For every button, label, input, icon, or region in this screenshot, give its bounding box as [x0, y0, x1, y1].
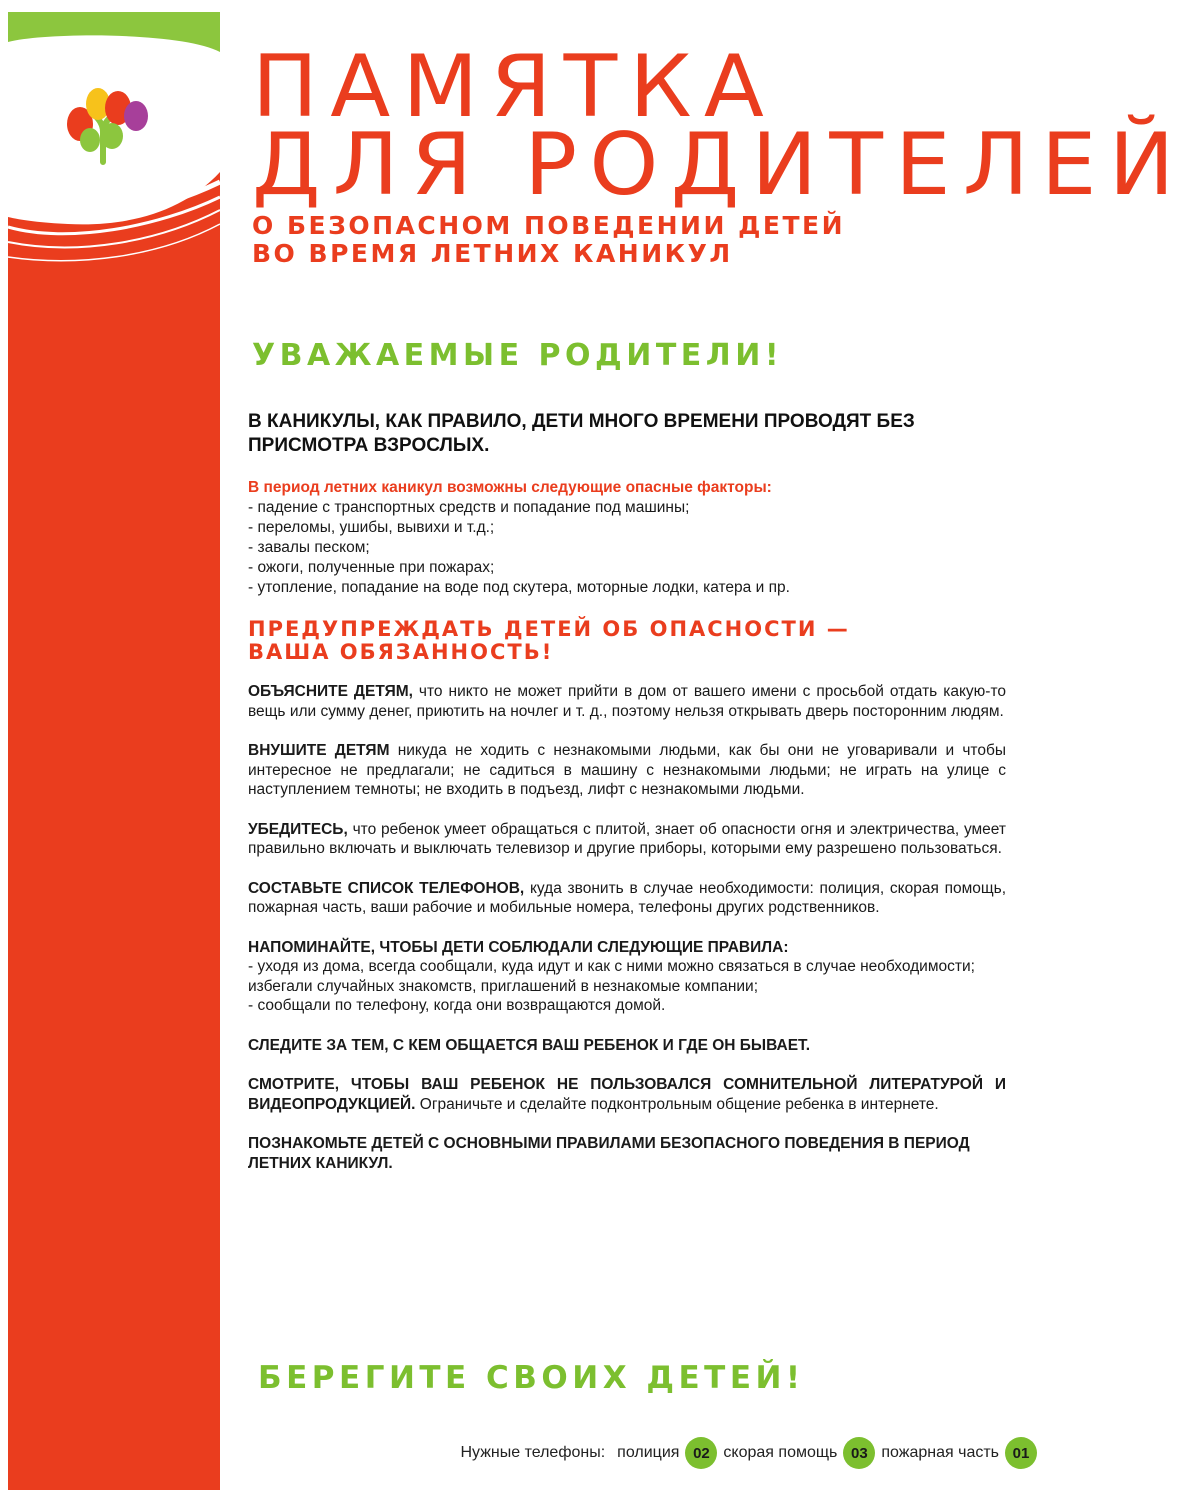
logo-text-line3: МАСТЕРСТВА	[75, 197, 131, 206]
greeting-heading: УВАЖАЕМЫЕ РОДИТЕЛИ!	[252, 338, 784, 373]
warning-heading	[248, 618, 1018, 664]
warning-line1: ПРЕДУПРЕЖДАТЬ ДЕТЕЙ ОБ ОПАСНОСТИ —	[248, 617, 850, 641]
tip-media-lead: СМОТРИТЕ, ЧТОБЫ ВАШ РЕБЕНОК НЕ ПОЛЬЗОВАЛСЯ СОМНИТЕЛЬНОЙ ЛИТЕРАТУРОЙ И ВИДЕОПРОДУКЦИЕЙ.	[248, 1076, 1006, 1113]
tip-explain-lead: ОБЪЯСНИТЕ ДЕТЯМ,	[248, 683, 413, 700]
title-line2: ДЛЯ РОДИТЕЛЕЙ	[252, 115, 1187, 215]
danger-factors-block	[248, 478, 1018, 598]
tip-rules	[248, 1134, 1006, 1173]
list-item: - утопление, попадание на воде под скутера, моторные лодки, катера и пр.	[248, 579, 790, 596]
emergency-phones	[460, 1437, 1037, 1469]
list-item: - переломы, ушибы, вывихи и т.д.;	[248, 519, 495, 536]
tip-ensure-lead: УБЕДИТЕСЬ,	[248, 820, 348, 838]
closing-heading: БЕРЕГИТЕ СВОИХ ДЕТЕЙ!	[258, 1360, 805, 1396]
tip-instill-text: никуда не ходить с незнакомыми людьми, как бы они не уговаривали и чтобы интересное не предлагали; не садиться в машину с незнакомыми людьми; не играть на улице с наступлением темноты; не входить в подъезд, лифт с незнакомыми людьми.	[248, 742, 1006, 798]
logo-graphic	[8, 12, 220, 272]
tip-phone-list-text: куда звонить в случае необходимости: полиция, скорая помощь, пожарная часть, ваши рабочие и мобильные номера, телефоны других родственников.	[248, 879, 1007, 916]
tip-watch-lead: СЛЕДИТЕ ЗА ТЕМ, С КЕМ ОБЩАЕТСЯ ВАШ РЕБЕНОК И ГДЕ ОН БЫВАЕТ.	[248, 1036, 811, 1054]
danger-factors-list	[248, 498, 1018, 598]
tips-section	[248, 682, 1006, 1173]
tip-ensure-text: что ребенок умеет обращаться с плитой, знает об опасности огня и электричества, умеет правильно включать и выключать телевизор и другие приборы, которыми ему разрешено пользоваться.	[248, 820, 1006, 857]
phone-ambulance-name: скорая помощь	[723, 1444, 838, 1461]
page-subtitle	[252, 212, 1012, 268]
phone-fire	[881, 1437, 1037, 1469]
tip-phone-list	[248, 879, 1006, 918]
page-title	[252, 37, 1187, 215]
phone-ambulance	[723, 1437, 875, 1469]
title-line1: ПАМЯТКА	[252, 37, 777, 137]
tip-explain-text: что никто не может прийти в дом от вашего имени с просьбой отдать какую-то вещь или сумму денег, приютить на ночлег и т. д., поэтому нельзя открывать дверь посторонним людям.	[248, 683, 1007, 720]
warning-line2: ВАША ОБЯЗАННОСТЬ!	[248, 640, 554, 664]
tip-explain	[248, 682, 1006, 721]
tip-media	[248, 1075, 1006, 1114]
sidebar-band	[8, 12, 220, 1490]
tip-rules-lead: ПОЗНАКОМЬТЕ ДЕТЕЙ С ОСНОВНЫМИ ПРАВИЛАМИ БЕЗОПАСНОГО ПОВЕДЕНИЯ В ПЕРИОД ЛЕТНИХ КАНИКУЛ.	[248, 1135, 970, 1172]
tip-remind	[248, 938, 1006, 1016]
danger-factors-title: В период летних каникул возможны следующие опасные факторы:	[248, 479, 772, 496]
phone-police-name: полиция	[617, 1444, 680, 1461]
list-item: - ожоги, полученные при пожарах;	[248, 559, 495, 576]
logo-text-line1: ЦЕНТР	[81, 172, 125, 185]
list-item: - завалы песком;	[248, 539, 370, 556]
tip-ensure	[248, 820, 1006, 859]
tip-instill	[248, 741, 1006, 800]
tip-instill-lead: ВНУШИТЕ ДЕТЯМ	[248, 742, 390, 759]
phone-fire-name: пожарная часть	[881, 1444, 999, 1461]
list-item: - уходя из дома, всегда сообщали, куда идут и как с ними можно связаться в случае необходимости;	[248, 958, 975, 975]
phone-police-badge: 02	[685, 1437, 717, 1469]
phones-label: Нужные телефоны:	[460, 1444, 606, 1461]
subtitle-line1: О БЕЗОПАСНОМ ПОВЕДЕНИИ ДЕТЕЙ	[252, 211, 845, 240]
phone-police	[617, 1437, 717, 1469]
phone-ambulance-badge: 03	[843, 1437, 875, 1469]
lead-paragraph: В КАНИКУЛЫ, КАК ПРАВИЛО, ДЕТИ МНОГО ВРЕМЕНИ ПРОВОДЯТ БЕЗ ПРИСМОТРА ВЗРОСЛЫХ.	[248, 411, 915, 456]
list-item: - сообщали по телефону, когда они возвращаются домой.	[248, 997, 666, 1014]
tip-remind-list	[248, 957, 1006, 1016]
list-item: избегали случайных знакомств, приглашений в незнакомые компании;	[248, 977, 759, 995]
tip-media-text: Ограничьте и сделайте подконтрольным общение ребенка в интернете.	[415, 1095, 939, 1113]
subtitle-line2: ВО ВРЕМЯ ЛЕТНИХ КАНИКУЛ	[252, 239, 733, 268]
phone-fire-badge: 01	[1005, 1437, 1037, 1469]
list-item: - падение с транспортных средств и попадание под машины;	[248, 499, 690, 516]
tip-remind-lead: НАПОМИНАЙТЕ, ЧТОБЫ ДЕТИ СОБЛЮДАЛИ СЛЕДУЮЩИЕ ПРАВИЛА:	[248, 938, 789, 956]
logo-text-line2: СЕМЕЙНОГО	[76, 186, 130, 195]
tip-phone-list-lead: СОСТАВЬТЕ СПИСОК ТЕЛЕФОНОВ,	[248, 879, 525, 897]
tip-watch	[248, 1036, 1006, 1056]
